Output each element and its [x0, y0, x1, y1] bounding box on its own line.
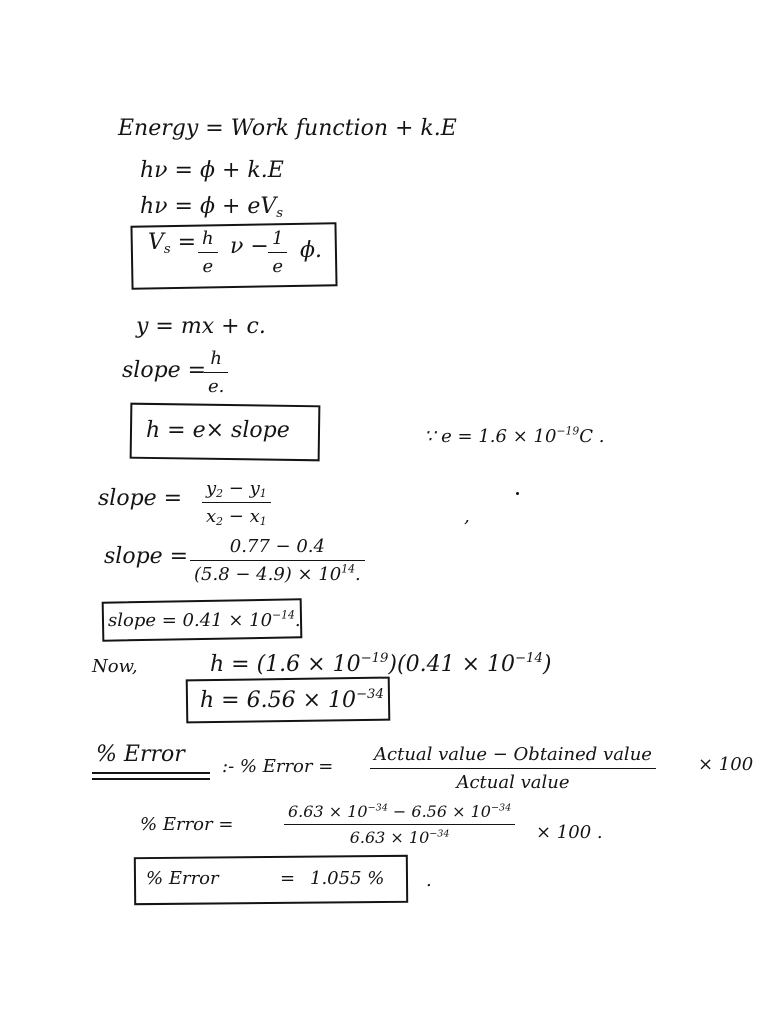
error-heading: % Error	[96, 742, 185, 767]
slope-formula-label: slope =	[98, 486, 183, 511]
minus-x: − x	[223, 506, 260, 527]
h-calc-exp-b: −14	[515, 650, 543, 666]
y-symbol: y	[206, 478, 217, 499]
error-calc-num-b-exp: −34	[490, 802, 512, 814]
slope-calc-denominator	[190, 561, 365, 585]
h-calc-close: )	[542, 652, 552, 677]
slope-formula-denominator	[202, 503, 271, 527]
error-result-label: % Error	[146, 868, 219, 889]
electron-charge-exponent: −19	[556, 424, 580, 438]
vs-sub: s	[163, 241, 171, 257]
slope-result-dot: .	[294, 610, 301, 631]
y2-sub: 2	[216, 487, 224, 501]
photon-energy-ev-text: hν = ϕ + eV	[140, 194, 277, 219]
error-calc-num-b: − 6.56 × 10	[387, 802, 491, 821]
photon-energy-ke-equation: hν = ϕ + k.E	[140, 158, 284, 183]
one-over-e-numerator: 1	[268, 228, 287, 253]
error-calc-denominator	[284, 825, 515, 847]
energy-label: Energy	[118, 116, 199, 141]
one-over-e-fraction	[268, 228, 287, 277]
error-calc-times: × 100 .	[536, 822, 603, 843]
x2-sub: 2	[216, 515, 224, 529]
planck-result-exp: −34	[356, 686, 384, 702]
energy-equation	[118, 118, 457, 140]
phi-term: ϕ.	[300, 238, 322, 263]
slope-result-text	[108, 608, 301, 631]
stopping-potential-equation	[148, 230, 197, 257]
end-mark: .	[426, 870, 432, 891]
line-equation: y = mx + c.	[136, 314, 266, 339]
vs-equals: =	[177, 230, 197, 255]
error-formula-numerator: Actual value − Obtained value	[370, 744, 656, 769]
error-formula-denominator: Actual value	[456, 772, 570, 793]
electron-charge-unit: C .	[579, 426, 605, 447]
error-calc-den: 6.63 × 10	[349, 828, 430, 847]
h-over-e-denominator: e	[202, 256, 214, 277]
stray-mark	[516, 492, 519, 495]
x-symbol: x	[206, 506, 217, 527]
slope-result-exp: −14	[272, 608, 295, 622]
error-formula-fraction	[370, 744, 656, 793]
h-over-e-fraction	[198, 228, 218, 277]
slope-def-denominator: e.	[208, 376, 225, 397]
one-over-e-denominator: e	[272, 256, 284, 277]
minus-y: − y	[223, 478, 260, 499]
h-calc-exp-a: −19	[360, 650, 389, 666]
h-calc-part-a: h = (1.6 × 10	[210, 652, 361, 677]
error-heading-underline-1	[92, 772, 210, 774]
slope-result-base: slope = 0.41 × 10	[108, 610, 273, 631]
planck-relation-text: h = e× slope	[146, 418, 290, 443]
x1-sub: 1	[259, 515, 267, 529]
error-calc-num-a: 6.63 × 10	[288, 802, 368, 821]
error-calc-den-exp: −34	[429, 828, 450, 840]
error-calc-numerator	[284, 802, 515, 825]
electron-charge-note	[424, 424, 605, 447]
error-formula-times: × 100	[698, 754, 754, 775]
slope-def-label: slope =	[122, 358, 207, 383]
slope-calc-den-base: (5.8 − 4.9) × 10	[194, 564, 342, 585]
error-calc-num-a-exp: −34	[367, 802, 388, 814]
error-result-value: 1.055 %	[310, 868, 385, 889]
error-calc-label: % Error =	[140, 814, 234, 835]
slope-formula-fraction	[202, 478, 271, 527]
h-over-e-numerator: h	[198, 228, 218, 253]
h-calculation	[210, 650, 552, 677]
planck-result-base: h = 6.56 × 10	[200, 688, 356, 713]
slope-def-numerator: h	[204, 348, 228, 373]
planck-result-text	[200, 686, 384, 713]
error-heading-underline-2	[92, 778, 210, 780]
slope-calc-fraction	[190, 536, 365, 585]
error-calc-fraction	[284, 802, 515, 847]
nu-minus: ν −	[230, 234, 269, 259]
h-calc-part-b: )(0.41 × 10	[388, 652, 515, 677]
slope-calc-label: slope =	[104, 544, 189, 569]
slope-calc-den-dot: .	[355, 564, 361, 585]
now-label: Now,	[92, 656, 138, 677]
vs-symbol: V	[148, 230, 164, 255]
slope-formula-numerator	[202, 478, 271, 503]
y1-sub: 1	[259, 487, 267, 501]
error-formula-label: :- % Error =	[222, 756, 334, 777]
slope-calc-numerator: 0.77 − 0.4	[190, 536, 365, 561]
vs-subscript: s	[276, 205, 284, 221]
stray-comma: ,	[464, 506, 470, 527]
energy-rhs: = Work function + k.E	[205, 116, 457, 141]
error-result-equals: =	[280, 868, 296, 889]
slope-def-fraction	[204, 348, 228, 397]
electron-charge-base: ∵ e = 1.6 × 10	[424, 426, 557, 447]
slope-calc-den-exp: 14	[341, 562, 356, 576]
photon-energy-ev-equation	[140, 194, 284, 221]
